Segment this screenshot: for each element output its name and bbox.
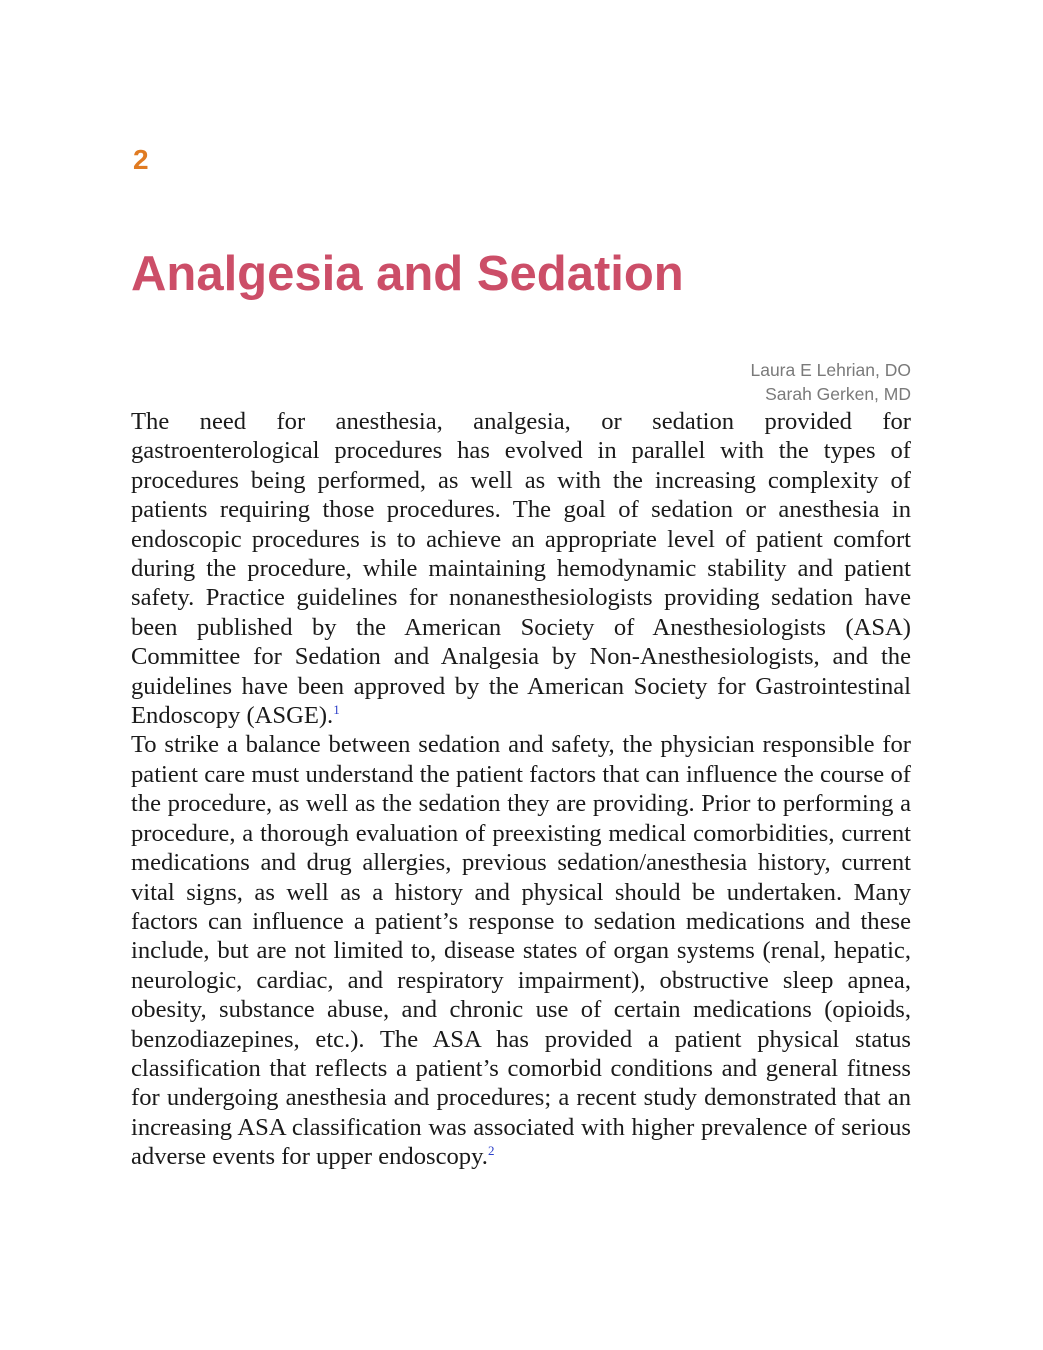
paragraph [131, 730, 911, 1171]
chapter-number: 2 [133, 144, 149, 175]
paragraph-text: To strike a balance between sedation and safety, the physician responsible for patient care must understand the patient factors that can influence the course of the procedure, as well as the sedation they are providing. Prior to performing a procedure, a thorough evaluation of preexisting medical comorbidities, current medications and drug allergies, previous sedation/anesthesia history, current vital signs, as well as a history and physical should be undertaken. Many factors can influence a patient’s response to sedation medications and these include, but are not limited to, disease states of organ systems (renal, hepatic, neurologic, cardiac, and respiratory impairment), obstructive sleep apnea, obesity, substance abuse, and chronic use of certain medications (opioids, benzodiazepines, etc.). The ASA has provided a patient physical status classification that reflects a patient’s comorbid conditions and general fitness for undergoing anesthesia and procedures; a recent study demonstrated that an increasing ASA classification was associated with higher prevalence of serious adverse events for upper endoscopy. [131, 731, 911, 1171]
author-name: Sarah Gerken, MD [765, 384, 911, 404]
paragraph-text: The need for anesthesia, analgesia, or sedation provided for gastroenterological procedures has evolved in parallel with the types of procedures being performed, as well as with the increasing complexity of patients requiring those procedures. The goal of sedation or anesthesia in endoscopic procedures is to achieve an appropriate level of patient comfort during the procedure, while maintaining hemodynamic stability and patient safety. Practice guidelines for nonanesthesiologists providing sedation have been published by the American Society of Anesthesiologists (ASA) Committee for Sedation and Analgesia by Non-Anesthesiologists, and the guidelines have been approved by the American Society for Gastrointestinal Endoscopy (ASGE). [131, 408, 911, 730]
body-text [131, 407, 911, 1172]
author-name: Laura E Lehrian, DO [750, 360, 911, 380]
reference-link[interactable]: 2 [487, 1142, 495, 1158]
author-list [750, 358, 911, 406]
chapter-title: Analgesia and Sedation [131, 247, 684, 301]
reference-link[interactable]: 1 [333, 701, 340, 717]
paragraph [131, 407, 911, 730]
